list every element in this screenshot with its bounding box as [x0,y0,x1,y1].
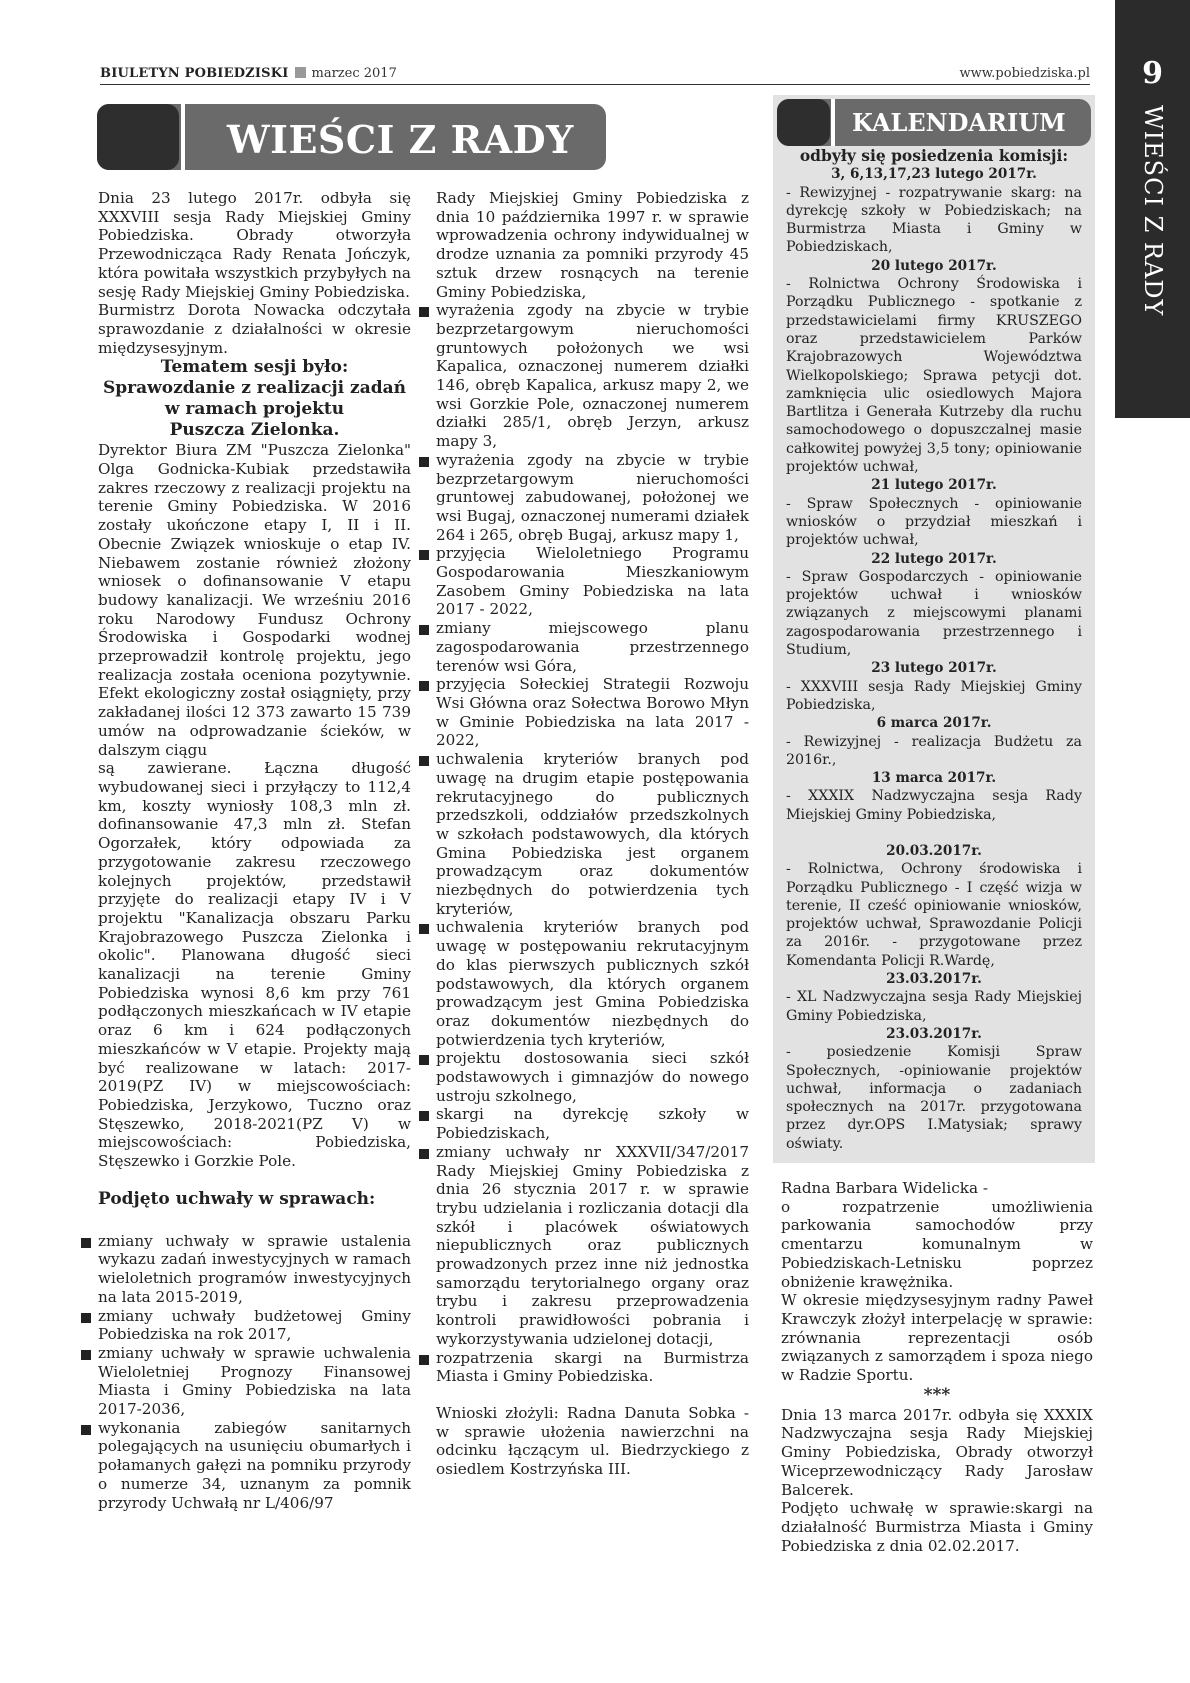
list-item: przyjęcia Sołeckiej Strategii Rozwoju Wsi Główna oraz Sołectwa Borowo Młyn w Gminie Pobiedziska na lata 2017 - 2022, [436,675,749,750]
column3-paragraph: Radna Barbara Widelicka - [781,1179,988,1197]
page-number: 9 [1142,56,1163,91]
topic-heading-line: Tematem sesji było: [160,357,349,378]
kalendarium-entry [786,970,1082,1025]
entry-text: - posiedzenie Komisji Spraw Społecznych, -opiniowanie projektów uchwał, informacja o zadaniach społecznych na 2017r. przygotowana przez dyr.OPS I.Matysiak; sprawy oświaty. [786,1044,1082,1152]
entry-text: - Spraw Gospodarczych - opiniowanie projektów uchwał i wniosków związanych z miejscowymi planami zagospodarowania przestrzennego i Studium, [786,568,1082,659]
kalendarium-entry [786,769,1082,824]
continuation-paragraph: Rady Miejskiej Gminy Pobiedziska z dnia 10 października 1997 r. w sprawie wprowadzenia ochrony indywidualnej w drodze uznania za pomniki przyrody 45 sztuk drzew rosnących na terenie Gminy Pobiedziska, [436,189,749,301]
entry-date: 21 lutego 2017r. [871,477,997,494]
kalendarium-entry [786,165,1082,256]
topic-heading-line: Sprawozdanie z realizacji zadań [103,378,406,399]
list-item: przyjęcia Wieloletniego Programu Gospodarowania Mieszkaniowym Zasobem Gminy Pobiedziska na lata 2017 - 2022, [436,544,749,619]
entry-date: 3, 6,13,17,23 lutego 2017r. [831,166,1037,183]
entry-text: - Rolnictwa Ochrony Środowiska i Porządku Publicznego - spotkanie z przedstawicielami firmy KRUSZEGO oraz przedstawicielem Parków Krajobrazowych Województwa Wielkopolskiego; Sprawa petycji dot. zamknięcia ulic osiedlowych Majora Bartlitza i Generała Kutrzeby dla ruchu samochodowego o dopuszczalnej masie całkowitej powyżej 3,5 tony; opiniowanie projektów uchwał, [786,276,1082,476]
banner-stripe [181,104,185,170]
list-item: projektu dostosowania sieci szkół podstawowych i gimnazjów do nowego ustroju szkolnego, [436,1049,749,1105]
resolutions-list [98,1232,411,1513]
list-item: zmiany uchwały w sprawie ustalenia wykazu zadań inwestycyjnych w ramach wieloletnich programów inwestycyjnych na lata 2015-2019, [98,1231,411,1306]
list-item: skargi na dyrekcję szkoły w Pobiedziskach, [436,1105,749,1143]
list-item: wyrażenia zgody na zbycie w trybie bezprzetargowym nieruchomości gruntowej zabudowanej, położonej we wsi Bugaj, oznaczonej numerami działek 264 i 265, obręb Bugaj, arkusz mapy 1, [436,450,749,544]
motions-paragraph: Wnioski złożyli: Radna Danuta Sobka - w sprawie ułożenia nawierzchni na odcinku łączącym ul. Biedrzyckiego z osiedlem Kostrzyńska III. [436,1404,749,1479]
kalendarium-entry [786,659,1082,714]
entry-date: 20.03.2017r. [886,842,982,859]
entry-text: - XL Nadzwyczajna sesja Rady Miejskiej Gminy Pobiedziska, [786,989,1082,1024]
column3-paragraph: o rozpatrzenie umożliwienia parkowania samochodów przy cmentarzu komunalnym w Pobiedziskach-Letnisku poprzez obniżenie krawężnika. [781,1197,1093,1291]
list-item: zmiany uchwały nr XXXVII/347/2017 Rady Miejskiej Gminy Pobiedziska z dnia 26 stycznia 2017 r. w sprawie trybu udzielania i rozliczania dotacji dla szkół i placówek oświatowych niepublicznych oraz publicznych prowadzonych przez inne niż jednostka samorządu terytorialnego organy oraz trybu i zakresu przeprowadzenia kontroli prawidłowości pobrania i wykorzystywania udzielonej dotacji, [436,1142,749,1348]
header-square-icon [295,67,306,78]
entry-date: 20 lutego 2017r. [871,257,997,274]
column3-paragraph: Dnia 13 marca 2017r. odbyła się XXXIX Nadzwyczajna sesja Rady Miejskiej Gminy Pobiedziska, Obrady otworzył Wiceprzewodniczący Rady Jarosław Balcerek. [781,1405,1093,1499]
resolutions-list-continued [436,301,749,1386]
side-tab-label: WIEŚCI Z RADY [1139,105,1167,317]
spacer [436,1386,749,1404]
entry-date: 13 marca 2017r. [871,770,997,787]
entry-text: - Rolnictwa, Ochrony środowiska i Porządku Publicznego - I część wizja w terenie, II cześć opiniowanie wniosków, projektów uchwał, Sprawozdanie Policji za 2016r. - przygotowane przez Komendanta Policji R.Wardę, [786,861,1082,969]
publication-name: BIULETYN POBIEDZISKI [100,66,289,81]
entry-text: - XXXVIII sesja Rady Miejskiej Gminy Pobiedziska, [786,678,1082,713]
section-side-tab [1115,0,1190,418]
main-title-banner [97,104,606,170]
kalendarium-box [773,95,1095,1163]
entry-date: 22 lutego 2017r. [871,550,997,567]
kalendarium-stripe [831,99,835,146]
banner-dark-block [97,104,179,170]
running-header [100,66,397,81]
topic-heading-line: w ramach projektu [164,399,345,420]
column-2 [436,189,749,1479]
list-item: uchwalenia kryteriów branych pod uwagę w postępowaniu rekrutacyjnym do klas pierwszych publicznych szkół podstawowych, dla których organem prowadzącym jest Gmina Pobiedziska oraz dokumentów niezbędnych do potwierdzenia tych kryteriów, [436,918,749,1049]
kalendarium-entry [786,257,1082,477]
list-item: wyrażenia zgody na zbycie w trybie bezprzetargowym nieruchomości gruntowych położonych we wsi Kapalica, oznaczonej numerem działki 146, obręb Kapalica, arkusz mapy 2, we wsi Gorzkie Pole, oznaczonej numerem działki 285/1, obręb Jerzyn, arkusz mapy 3, [436,301,749,451]
header-rule [100,84,1090,85]
column-3 [781,1179,1093,1555]
entry-text: - Spraw Społecznych - opiniowanie wniosków o przydział mieszkań i projektów uchwał, [786,495,1082,549]
list-item: zmiany uchwały budżetowej Gminy Pobiedziska na rok 2017, [98,1306,411,1344]
kalendarium-entry [786,1025,1082,1153]
entry-text: - Rewizyjnej - realizacja Budżetu za 2016r., [786,733,1082,768]
resolutions-heading: Podjęto uchwały w sprawach: [98,1188,376,1209]
kalendarium-entry [786,842,1082,970]
kalendarium-banner [777,99,1091,146]
column3-paragraph: W okresie międzysesyjnym radny Paweł Krawczyk złożył interpelację w sprawie: zrównania reprezentacji osób związanych z samorządem i spoza niego w Radzie Sportu. [781,1291,1093,1385]
entry-date: 23.03.2017r. [886,1025,982,1042]
kalendarium-entry [786,714,1082,769]
column3-paragraph: Podjęto uchwałę w sprawie:skargi na działalność Burmistrza Miasta i Gminy Pobiedziska z dnia 02.02.2017. [781,1499,1093,1555]
kalendarium-title: KALENDARIUM [852,108,1066,137]
entry-date: 23.03.2017r. [886,971,982,988]
page-title: WIEŚCI Z RADY [227,117,574,162]
list-item: zmiany miejscowego planu zagospodarowania przestrzennego terenów wsi Góra, [436,619,749,675]
issue-date: marzec 2017 [311,66,397,81]
topic-heading-line: Puszcza Zielonka. [169,420,340,441]
intro-paragraph: Burmistrz Dorota Nowacka odczytała sprawozdanie z działalności w okresie międzysesyjnym. [98,301,411,357]
body-paragraph: są zawierane. Łączna długość wybudowanej sieci i przyłączy to 112,4 km, koszty wyniosły 108,3 mln zł. dofinansowanie 47,3 mln zł. Stefan Ogorzałek, który odpowiada za przygotowanie zakresu rzeczowego kolejnych projektów, przedstawił przyjęte do realizacji etapy IV i V projektu "Kanalizacja obszaru Parku Krajobrazowego Puszcza Zielonka i okolic". Planowana długość sieci kanalizacji na terenie Gminy Pobiedziska wynosi 8,6 km przy 761 podłączonych mieszkańcach w IV etapie oraz 6 km i 624 podłączonych mieszkańców w V etapie. Projekty mają być realizowane w latach: 2017-2019(PZ IV) w miejscowościach: Pobiedziska, Jerzykowo, Tuczno oraz Stęszewko, 2018-2021(PZ V) w miejscowościach: Pobiedziska, Stęszewko i Gorzkie Pole. [98,759,411,1171]
intro-paragraph: Dnia 23 lutego 2017r. odbyła się XXXVIII sesja Rady Miejskiej Gminy Pobiedziska. Obrady otworzyła Przewodnicząca Rady Renata Jończyk, która powitała wszystkich przybyłych na sesję Rady Miejskiej Gminy Pobiedziska. [98,189,411,301]
list-item: rozpatrzenia skargi na Burmistrza Miasta i Gminy Pobiedziska. [436,1348,749,1386]
separator-stars: *** [923,1384,951,1405]
kalendarium-entry [786,550,1082,660]
kalendarium-subtitle: odbyły się posiedzenia komisji: [799,146,1069,165]
kalendarium-list [786,147,1082,1153]
entry-text: - Rewizyjnej - rozpatrywanie skarg: na dyrekcję szkoły w Pobiedziskach; na Burmistrza Miasta i Gminy w Pobiedziskach, [786,184,1082,256]
entry-date: 6 marca 2017r. [876,715,992,732]
list-item: zmiany uchwały w sprawie uchwalenia Wieloletniej Prognozy Finansowej Miasta i Gminy Pobiedziska na lata 2017-2036, [98,1343,411,1419]
body-paragraph: Dyrektor Biura ZM "Puszcza Zielonka" Olga Godnicka-Kubiak przedstawiła zakres rzeczowy z realizacji projektu na terenie Gminy Pobiedziska. W 2016 zostały ukończone etapy I, II i II. Obecnie Związek wnioskuje o etap IV. Niebawem zostanie również złożony wniosek o dofinansowanie V etapu budowy kanalizacji. We wrześniu 2016 roku Narodowy Fundusz Ochrony Środowiska i Gospodarki wodnej przeprowadził kontrolę projektu, jego realizacja została oceniona pozytywnie. Efekt ekologiczny został osiągnięty, przy zakładanej ilości 12 373 zawarto 15 739 umów na odprowadzanie ścieków, w dalszym ciągu [98,441,411,759]
list-item: uchwalenia kryteriów branych pod uwagę na drugim etapie postępowania rekrutacyjnego do publicznych przedszkoli, oddziałów przedszkolnych w szkołach podstawowych, dla których Gmina Pobiedziska jest organem prowadzącym oraz dokumentów niezbędnych do potwierdzenia tych kryteriów, [436,750,749,918]
entry-text: - XXXIX Nadzwyczajna sesja Rady Miejskiej Gminy Pobiedziska, [786,788,1082,823]
list-item: wykonania zabiegów sanitarnych polegających na usunięciu obumarłych i połamanych gałęzi na pomniku przyrody o numerze 34, uznanym za pomnik przyrody Uchwałą nr L/406/97 [98,1418,411,1512]
kalendarium-entry [786,476,1082,549]
kalendarium-dark-block [777,99,830,146]
column-1 [98,189,411,1512]
entry-date: 23 lutego 2017r. [871,660,997,677]
website-url: www.pobiedziska.pl [959,66,1090,81]
